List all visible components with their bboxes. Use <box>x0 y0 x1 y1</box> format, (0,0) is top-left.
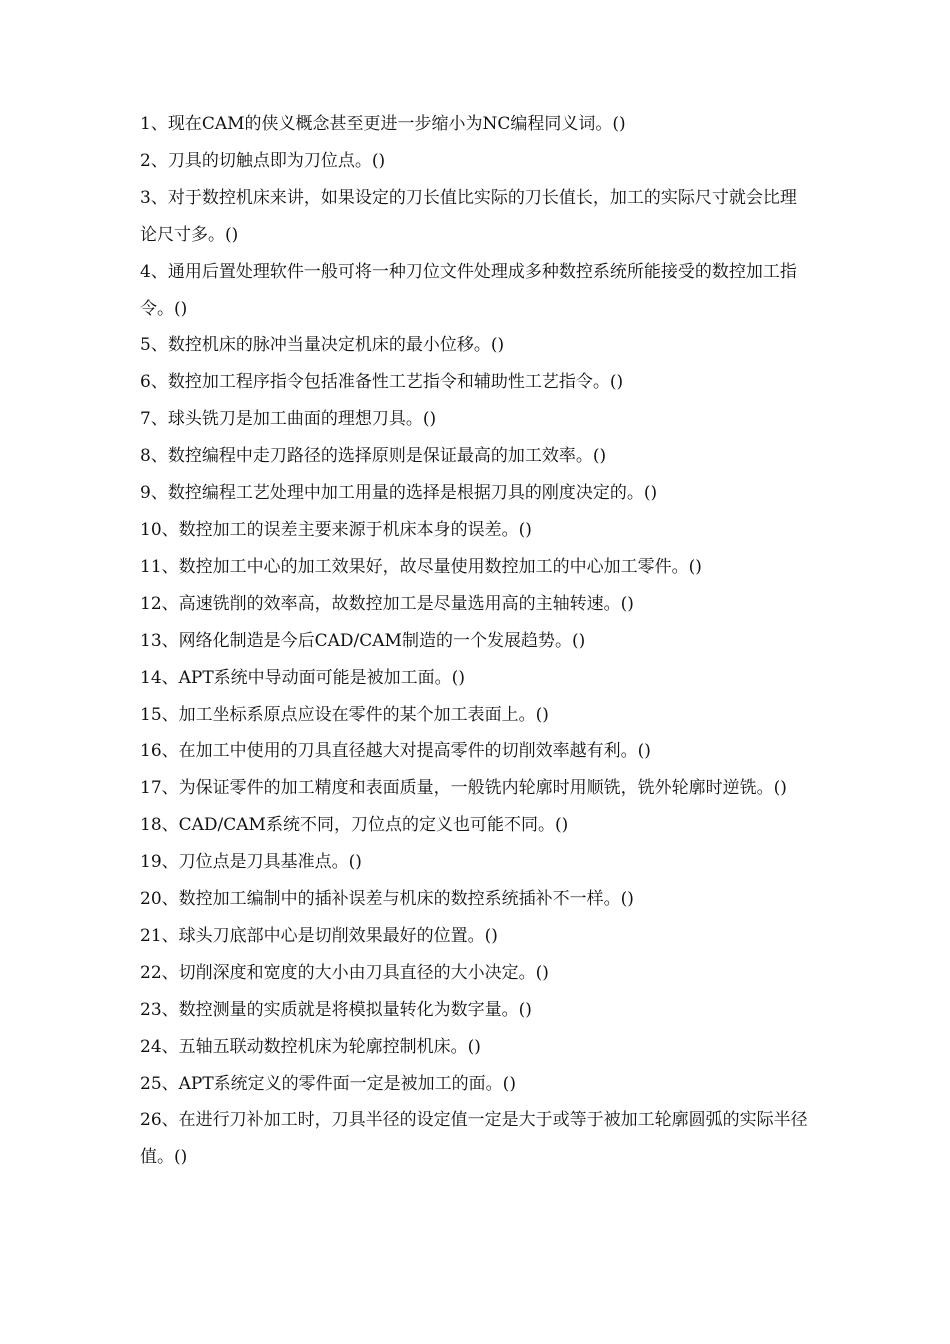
question-item: 22、切削深度和宽度的大小由刀具直径的大小决定。() <box>140 962 549 983</box>
question-item: 20、数控加工编制中的插补误差与机床的数控系统插补不一样。() <box>140 889 634 910</box>
question-item: 9、数控编程工艺处理中加工用量的选择是根据刀具的刚度决定的。() <box>140 483 658 504</box>
question-item: 7、球头铣刀是加工曲面的理想刀具。() <box>140 409 437 430</box>
question-item: 11、数控加工中心的加工效果好，故尽量使用数控加工的中心加工零件。() <box>140 556 702 577</box>
question-item: 13、网络化制造是今后CAD/CAM制造的一个发展趋势。() <box>140 630 586 651</box>
question-item: 21、球头刀底部中心是切削效果最好的位置。() <box>140 925 498 946</box>
question-item: 24、五轴五联动数控机床为轮廓控制机床。() <box>140 1036 481 1057</box>
question-item: 23、数控测量的实质就是将模拟量转化为数字量。() <box>140 999 532 1020</box>
question-item: 8、数控编程中走刀路径的选择原则是保证最高的加工效率。() <box>140 446 607 467</box>
question-item: 17、为保证零件的加工精度和表面质量，一般铣内轮廓时用顺铣，铣外轮廓时逆铣。() <box>140 778 787 799</box>
question-item: 1、现在CAM的侠义概念甚至更进一步缩小为NC编程同义词。() <box>140 114 626 134</box>
question-item: 19、刀位点是刀具基准点。() <box>140 852 362 873</box>
question-item: 4、通用后置处理软件一般可将一种刀位文件处理成多种数控系统所能接受的数控加工指令。() <box>140 261 797 319</box>
question-item: 16、在加工中使用的刀具直径越大对提高零件的切削效率越有利。() <box>140 741 651 762</box>
question-item: 15、加工坐标系原点应设在零件的某个加工表面上。() <box>140 704 549 725</box>
question-item: 14、APT系统中导动面可能是被加工面。() <box>140 667 465 688</box>
question-item: 25、APT系统定义的零件面一定是被加工的面。() <box>140 1073 516 1094</box>
question-item: 12、高速铣削的效率高，故数控加工是尽量选用高的主轴转速。() <box>140 593 634 614</box>
question-item: 26、在进行刀补加工时，刀具半径的设定值一定是大于或等于被加工轮廓圆弧的实际半径值。() <box>140 1110 808 1168</box>
question-list <box>140 106 812 1176</box>
question-item: 18、CAD/CAM系统不同，刀位点的定义也可能不同。() <box>140 815 569 836</box>
question-item: 3、对于数控机床来讲，如果设定的刀长值比实际的刀长值长，加工的实际尺寸就会比理论尺寸多。() <box>140 187 797 245</box>
question-item: 2、刀具的切触点即为刀位点。() <box>140 150 386 171</box>
question-item: 5、数控机床的脉冲当量决定机床的最小位移。() <box>140 335 505 356</box>
question-item: 10、数控加工的误差主要来源于机床本身的误差。() <box>140 519 532 540</box>
question-item: 6、数控加工程序指令包括准备性工艺指令和辅助性工艺指令。() <box>140 372 624 393</box>
